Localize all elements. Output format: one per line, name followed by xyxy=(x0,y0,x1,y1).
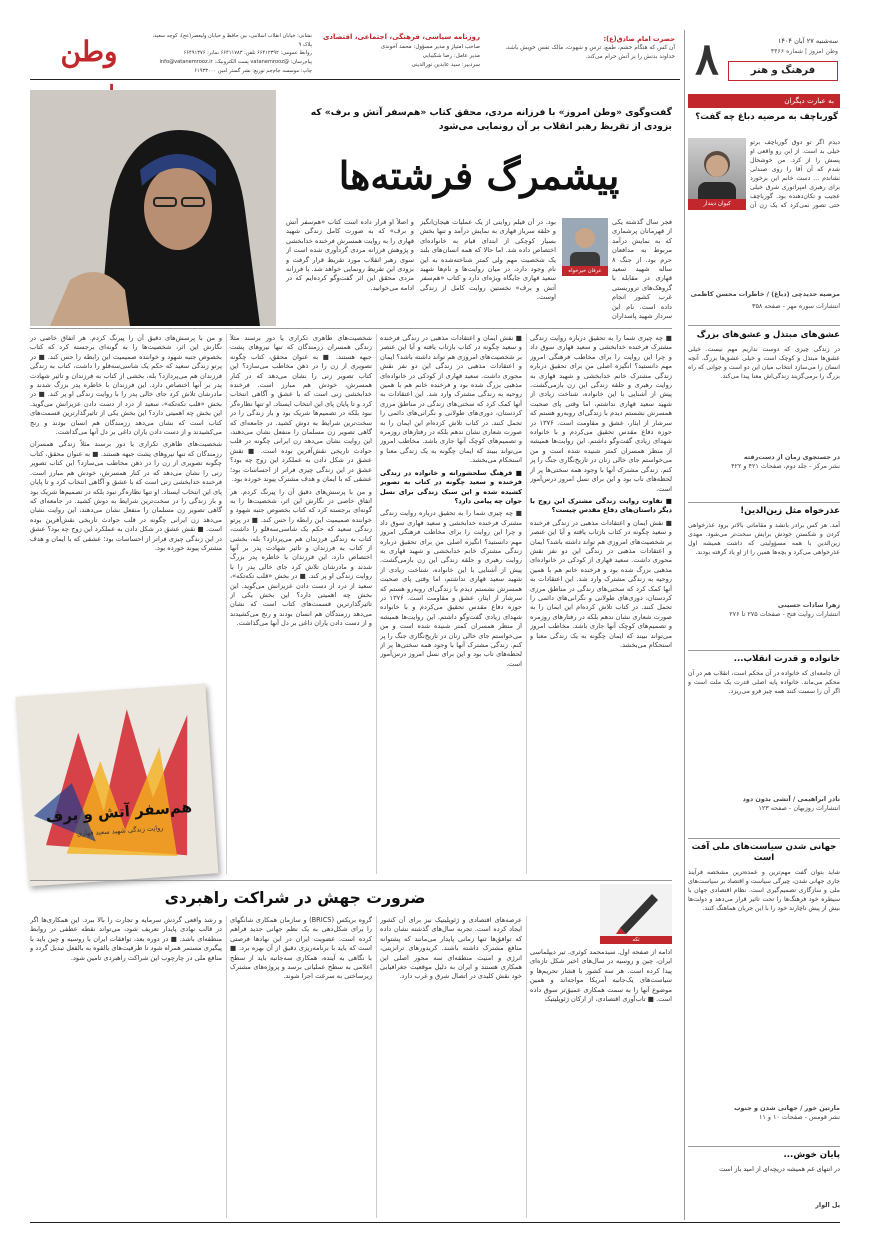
feature-body-c-cont: و من با پرسش‌های دقیق آن را پیرنگ کردم. هر اتفاق خاصی در نگارش این اثر، شخصیت‌ها را به گونه‌ای برجسته کرد که کتاب بخصوص جنبه شهود و خواننده صمیمیت این رابطه را حس کند. ■ در پرتو زندگی سعید که حکم یک شاسی‌سه‌قلو را داشت، کتاب به زندگی فرزندان هم می‌پردازد؟ بله، بخشی از کتاب به فرزندان و تاثیر شهادت پدر بر آنها اختصاص دارد. این فرزندان با خاطره پدر بزرگ شدند و مادرشان تلاش کرد جای خالی پدر را با روایت زندگی او پر کند. ■ در بخش «قلب تکه‌تکه»، سعید از درد از دست دادن عزیزانش می‌گوید. این بخش چه اهمیتی دارد؟ این بخش یکی از تاثیرگذارترین قسمت‌های کتاب است که نشان می‌دهد رزمندگان هم انسان بودند و رنج می‌کشیدند و از دست دادن یاران داغی بر دل آنها می‌گذاشت. xyxy=(230,487,372,628)
feature-intro-2: بود. در آن فیلم روایتی از یک عملیات هیجان‌انگیز و حلقه سرباز قهاری به نمایش درآمد و تنها بخش بسیار کوچکی از ابتدای قیام به خانواده‌ای اختصاص داده شد. اما حالا که همه انسان‌های بلند یک شخصیت مهم ولی کمتر شناخته‌شده به این نام وجود دارد، در میان روایت‌ها و نام‌ها شهید سعید قهاری جایگاه ویژه‌ای دارد و کتاب «هم‌سفر آتش و برف» نخستین روایت کامل از زندگی اوست. xyxy=(420,218,556,302)
staff-2: مدیر عامل: رضا شکیبایی xyxy=(422,53,480,59)
col-rule-6 xyxy=(226,916,227,1218)
col-rule-2 xyxy=(376,334,377,874)
feature-question-b: ■ تفاوت روایت زندگی مشترک این زوج با دیگر داستان‌های دفاع مقدس چیست؟ xyxy=(530,496,672,515)
sidebar-body-1: دیدم اگر تو دوق گورباچف برتو خیلی بد است. از این رو واقعی او پسش را از کرد. من خوشحال شدم که آن آقا را روی صندلی نشاندم ... دست خانم این برخورد برای رهبری امپراتوری شرق خیلی عجیب و تکان‌دهنده بود. گورباچف حتی تصور نمی‌کرد که یک زن آن xyxy=(750,139,840,209)
sidebar-title-5: جهانی شدن سیاست‌های ملی آفت است xyxy=(691,842,837,863)
sidebar-title-6: پایان خوش... xyxy=(783,1150,840,1160)
feature-intro-1: فجر سال گذشته یکی از قهرمانان پرشماری که به نمایش درآمد مربوط به مدافعان حرم بود. از جنگ ۸ ساله شهید سعید قهاری در مقابله با گروهک‌های تروریستی غرب کشور انجام داده است. نام این سردار شهید پاسداران xyxy=(612,218,672,321)
opinion-label-bar xyxy=(688,94,840,108)
feature-body-d-cont: شخصیت‌های ظاهری تکراری یا دور برسند مثلاً زندگی همسران رزمندگان که تنها نیروهای پشت جبهه هستند. ■ به عنوان محقق، کتاب چگونه تصویری از زن را در ذهن مخاطب می‌سازد؟ این کتاب تصویر زنی را نشان می‌دهد که در کنار همسرش، خودش هم مبارز است. فرخنده خدابخشی زنی است که با عشق و آگاهی انتخاب کرد و تا پایان پای این انتخاب ایستاد. او تنها نظاره‌گر نبود بلکه در تصمیم‌ها شریک بود و بار زندگی را در سخت‌ترین شرایط به دوش کشید. در جامعه‌ای که گاهی تصویر زن مسلمان را منفعل نشان می‌دهند، این روایت نشان می‌دهد زن ایرانی چگونه در قلب حوادث تاریخی نقش‌آفرین بوده است. ■ نقش عشق در شکل دادن به عملکرد این زوج چه بود؟ عشق در این زندگی چیزی فراتر از احساسات بود؛ عشقی که با ایمان و هدف مشترک پیوند خورده بود. xyxy=(30,440,222,552)
sidebar-item-6 xyxy=(688,1150,840,1220)
sidebar-item-2 xyxy=(688,330,840,500)
book-cover xyxy=(16,684,219,887)
sidebar-ref-4: انتشارات روزبهان - صفحه ۱۲۳ xyxy=(758,804,840,812)
second-article-top-rule xyxy=(30,880,672,881)
masthead-staff-block xyxy=(320,32,480,76)
sidebar-divider-2 xyxy=(688,502,840,503)
column-tag xyxy=(600,936,672,944)
feature-body-a-cont: ■ نقش ایمان و اعتقادات مذهبی در زندگی فرخنده و سعید چگونه در کتاب بازتاب یافته و آیا این عنصر بر شخصیت‌های امروزی هم تواند داشته باشد؟ ایمان و اعتقادات مذهبی در زندگی این دو نفر نقش محوری داشت. سعید قهاری از کودکی در خانواده‌ای مذهبی بزرگ شده بود و فرخنده خانم هم با همین روحیه به زندگی مشترک وارد شد. این اعتقادات به آنها کمک کرد که سختی‌های زندگی در مناطق مرزی کردستان، دوری‌های طولانی و نگرانی‌های دائمی را تحمل کنند. در کتاب تلاش کرده‌ام این ایمان را به صورت شعاری نشان ندهم بلکه در رفتارهای روزمره و تصمیم‌های کوچک آنها جاری باشد. مخاطب امروز می‌تواند ببیند که ایمان چگونه به یک زندگی معنا و استحکام می‌بخشد. xyxy=(530,518,672,649)
reporter-photo xyxy=(562,218,608,276)
reporter-name: عرفان خیرخواه xyxy=(568,268,602,274)
columnist-portrait xyxy=(688,138,746,210)
sidebar-body-5: شاید بتوان گفت مهم‌ترین و عمده‌ترین مشخصه فرآیند جاری جهانی شدن، چیرگی سیاست و اقتصاد بر سیاست‌های ملی و سازگاری تصمیم‌گیری است. نظام اقتصادی جهان با سیطره خود فرهنگ‌ها را تحت تاثیر قرار می‌دهد و دولت‌ها بیش از پیش ناچارند خود را با این جریان هماهنگ کنند. xyxy=(688,869,840,912)
sidebar-divider-4 xyxy=(688,838,840,839)
logo-main: وطن xyxy=(60,35,118,68)
sidebar-source-2: در جستجوی زمان از دست‌رفته xyxy=(743,453,840,461)
sidebar-body-4: آن جامعه‌ای که خانواده در آن محکم است، انقلاب هم در آن محکم می‌ماند. خانواده پایه اصلی قدرت یک ملت است و اگر آن را سست کنند همه چیز فرو می‌ریزد. xyxy=(688,670,840,695)
sidebar-title-4: خانواده و قدرت انقلاب... xyxy=(733,654,840,664)
feature-intro-3: و اصلاً او قرار داده است کتاب «هم‌سفر آتش و برف» که به صورت کامل زندگی شهید قهاری را به روایت همسرش فرخنده خدابخشی و پژوهش فرزانه مردی گردآوری شده است از سوی رهبر انقلاب مورد تقریظ قرار گرفت و بزودی این تقریظ رونمایی خواهد شد. با فرزانه مردی محقق این اثر گفت‌وگو کرده‌ایم که در ادامه می‌خوانید. xyxy=(286,218,414,292)
sidebar-title-1: گورباچف به مرضیه دباغ چه گفت؟ xyxy=(695,112,838,122)
folio-date: سه‌شنبه ۲۷ آبان ۱۴۰۴ xyxy=(777,37,838,45)
section-label-text: فرهنگ و هنر xyxy=(750,65,816,76)
feature-body-a-text: ■ چه چیزی شما را به تحقیق درباره روایت زندگی مشترک فرخنده خدابخشی و سعید قهاری سوق داد و چرا این روایت را برای مخاطب فرهنگی امروز مهم دانستید؟ انگیزه اصلی من برای تحقیق درباره زندگی مشترک خانم خدابخشی و شهید قهاری به روایت رهبری و حلقه زندگی این زن بازمی‌گشت. پیش از آشنایی با این خانواده، شناخت زیادی از شهید سعید قهاری نداشتم، اما وقتی پای صحبت همسرش نشستم دیدم با زندگی‌ای روبه‌رو هستم که سرشار از ایثار، عشق و مقاومت است. ۱۳۷۶ در حوزه دفاع مقدس تحقیق می‌کردم و با خانواده شهدای زیادی گفت‌وگو داشتم. این روایت‌ها همیشه از منظر همسران کمتر شنیده شده است و من می‌خواستم جای خالی زنان در تاریخ‌نگاری جنگ را پر کنم. زندگی مشترک آنها با وجود همه سختی‌ها پر از لحظه‌های ناب بود و این برای نسل امروز درس‌آموز است. xyxy=(530,334,672,493)
sidebar-body-6: در انتهای غم همیشه دریچه‌ای از امید باز است xyxy=(719,1165,840,1173)
second-article-col-c: گروه بریکس (BRICS) و سازمان همکاری شانگهای را برای شکل‌دهی به یک نظم جهانی جدید فراهم کرده است. عضویت ایران در این نهادها فرصتی است که باید با برنامه‌ریزی دقیق از آن بهره برد. ■ با نگاهی به آینده، همکاری سه‌جانبه باید از سطح اعلامی به سطح عملیاتی برسد و پروژه‌های مشترک زیرساختی به سرعت اجرا شوند. xyxy=(230,916,372,981)
masthead-address-block xyxy=(152,32,312,76)
feature-body-col-d xyxy=(30,334,222,688)
section-title: روزنامه سیاسی، فرهنگی، اجتماعی، اقتصادی xyxy=(323,33,480,41)
second-article-col-a: ادامه از صفحه اول. سیدمحمد کوثری. تیر دیپلماسی ایران، چین و روسیه در سال‌های اخیر شکل تازه‌ای پیدا کرده است. هر سه کشور با فشار تحریم‌ها و سیاست‌های یک‌جانبه آمریکا مواجه‌اند و همین موضوع آنها را به سمت همکاری عمیق‌تر سوق داده است. ■ تاب‌آوری اقتصادی، از ارکان ژئوپلیتیک xyxy=(530,948,672,1004)
sidebar-source-6: یل الوار xyxy=(815,1201,840,1209)
opinion-label: به عبارت دیگران xyxy=(784,96,834,105)
hadith-text: آن کس که هنگام خشم، طمع، ترس و شهوت، مالک نفس خویش باشد، خداوند بدنش را بر آتش حرام می‌کند. xyxy=(505,45,675,60)
feature-photo xyxy=(30,90,276,326)
sidebar-separator xyxy=(684,30,685,1220)
sidebar-ref-5: نشر قومس - صفحات ۱۰ و ۱۱ xyxy=(758,1113,840,1121)
second-article-title: ضرورت جهش در شراکت راهبردی xyxy=(164,889,426,907)
columnist-name: کیوان دیندار xyxy=(703,201,731,207)
phones: روابط عمومی: ۶۶۴۱۲۳۹۲ تلفن: ۶۶۴۱۱۷۸۳ نمابر: ۶۶۴۹۱۳۷۶ xyxy=(183,50,312,57)
sidebar-item-1 xyxy=(688,112,840,322)
columnist-tag xyxy=(688,199,746,210)
sidebar-source-4: نادر ابراهیمی / آتشی بدون دود xyxy=(742,795,840,803)
masthead xyxy=(30,30,680,80)
book-subtitle: روایت زندگی شهید سعید قهاری xyxy=(76,823,164,838)
sidebar-ref-1: انتشارات سوره مهر - صفحه ۳۵۸ xyxy=(752,302,840,310)
second-article-col-d: و رشد واقعی گردش سرمایه و تجارت را بالا ببرد. این همکاری‌ها اگر در قالب نهادی پایدار تعریف شود، می‌تواند نقطه عطفی در روابط منطقه‌ای باشد. ■ در دوره بعد، توافقات ایران با روسیه و چین باید با پیگیری مستمر همراه شود تا ظرفیت‌های بالقوه به بالفعل تبدیل گردد و منافع ملی در چارچوب این شراکت راهبردی تامین شود. xyxy=(30,916,222,962)
sidebar-item-4 xyxy=(688,654,840,834)
col-rule-5 xyxy=(376,916,377,1218)
feature-title: پیشمرگ فرشته‌ها xyxy=(338,153,620,198)
interviewee-portrait-icon xyxy=(30,90,276,326)
sidebar-title-3: عذرخواه مثل زین‌الدین! xyxy=(740,506,840,516)
sidebar-body-3: آمد. هر کس برادر بانشد و مقاماتی بالاتر برود عذرخواهی کردن و شکستن خودش برایش سخت‌تر می‌شود. مهدی زین‌الدین با همه مسؤولیتی که داشت همیشه اول عذرخواهی می‌کرد و بچه‌ها همین را از او یاد گرفته بودند. xyxy=(688,522,840,556)
sidebar-ref-2: نشر مرکز - جلد دوم، صفحات ۴۲۱ و ۴۲۲ xyxy=(731,462,840,470)
folio-issue: وطن امروز | شماره ۴۴۶۶ xyxy=(770,48,838,55)
section-label xyxy=(728,61,838,81)
sidebar-item-3 xyxy=(688,506,840,646)
sidebar-item-5 xyxy=(688,842,840,1142)
book-title: هم‌سفر آتش و برف xyxy=(45,797,193,827)
feature-body-c-text: شخصیت‌های ظاهری تکراری یا دور برسند مثلاً زندگی همسران رزمندگان که تنها نیروهای پشت جبهه هستند. ■ به عنوان محقق، کتاب چگونه تصویری از زن را در ذهن مخاطب می‌سازد؟ این کتاب تصویر زنی را نشان می‌دهد که در کنار همسرش، خودش هم مبارز است. فرخنده خدابخشی زنی است که با عشق و آگاهی انتخاب کرد و تا پایان پای این انتخاب ایستاد. او تنها نظاره‌گر نبود بلکه در تصمیم‌ها شریک بود و بار زندگی را در سخت‌ترین شرایط به دوش کشید. در جامعه‌ای که گاهی تصویر زن مسلمان را منفعل نشان می‌دهند، این روایت نشان می‌دهد زن ایرانی چگونه در قلب حوادث تاریخی نقش‌آفرین بوده است. ■ نقش عشق در شکل دادن به عملکرد این زوج چه بود؟ عشق در این زندگی چیزی فراتر از احساسات بود؛ عشقی که با ایمان و هدف مشترک پیوند خورده بود. xyxy=(230,334,372,484)
sidebar-source-3: زهرا سادات حسینی xyxy=(777,601,840,609)
col-rule-4 xyxy=(526,916,527,1218)
col-rule-1 xyxy=(526,334,527,874)
sidebar-ref-3: انتشارات روایت فتح - صفحات ۲۷۵ تا ۲۷۶ xyxy=(729,610,840,618)
feature-body-col-b xyxy=(380,334,522,874)
reporter-tag xyxy=(562,266,608,276)
staff-1: صاحب امتیاز و مدیر مسؤول: محمد آخوندی xyxy=(380,44,480,50)
feature-question-c: ■ فرهنگ سلحشورانه و خانواده در زندگی فرخنده و سعید چگونه در کتاب به تصویر کشیده شده و این سبک زندگی برای نسل جوان چه پیامی دارد؟ xyxy=(380,468,522,505)
staff-3: سردبیر: سید عابدین نورالدینی xyxy=(411,62,480,68)
pen-icon xyxy=(600,884,672,936)
hadith-block xyxy=(500,34,675,76)
column-tag-text: تکه xyxy=(632,937,640,943)
feature-divider xyxy=(30,328,672,329)
feature-body-b-text: ■ نقش ایمان و اعتقادات مذهبی در زندگی فرخنده و سعید چگونه در کتاب بازتاب یافته و آیا این عنصر بر شخصیت‌های امروزی هم تواند داشته باشد؟ ایمان و اعتقادات مذهبی در زندگی این دو نفر نقش محوری داشت. سعید قهاری از کودکی در خانواده‌ای مذهبی بزرگ شده بود و فرخنده خانم هم با همین روحیه به زندگی مشترک وارد شد. این اعتقادات به آنها کمک کرد که سختی‌های زندگی در مناطق مرزی کردستان، دوری‌های طولانی و نگرانی‌های دائمی را تحمل کنند. در کتاب تلاش کرده‌ام این ایمان را به صورت شعاری نشان ندهم بلکه در رفتارهای روزمره و تصمیم‌های کوچک آنها جاری باشد. مخاطب امروز می‌تواند ببیند که ایمان چگونه به یک زندگی معنا و استحکام می‌بخشد. xyxy=(380,334,522,465)
sidebar-title-2: عشق‌های مبتذل و عشق‌های بزرگ xyxy=(696,330,840,340)
sidebar-divider-1 xyxy=(688,325,840,326)
sidebar-source-5: مارتین خور / جهانی شدن و جنوب xyxy=(734,1104,840,1112)
emails: پیام‌رسان: @vatanemrooz پست الکترونیک: info@vatanemrooz.ir xyxy=(159,59,312,66)
book-cover-art-icon xyxy=(16,684,219,887)
sidebar-source-1: مرضیه حدیدچی (دباغ) / خاطرات محسن کاظمی xyxy=(690,290,840,298)
folio xyxy=(688,30,840,92)
sidebar-body-2: در زندگی چیزی که دوست نداریم مهم نیست. خیلی عشق‌ها مبتذل و کوچک است و خیلی عشق‌ها بزرگ. آنچه انسان را می‌سازد انتخاب میان این دو است و جوانی که راه بزرگ را برمی‌گزیند زندگی‌اش معنا پیدا می‌کند. xyxy=(688,346,840,380)
feature-body-d-text: و من با پرسش‌های دقیق آن را پیرنگ کردم. هر اتفاق خاصی در نگارش این اثر، شخصیت‌ها را به گونه‌ای برجسته کرد که کتاب بخصوص جنبه شهود و خواننده صمیمیت این رابطه را حس کند. ■ در پرتو زندگی سعید که حکم یک شاسی‌سه‌قلو را داشت، کتاب به زندگی فرزندان هم می‌پردازد؟ بله، بخشی از کتاب به فرزندان و تاثیر شهادت پدر بر آنها اختصاص دارد. این فرزندان با خاطره پدر بزرگ شدند و مادرشان تلاش کرد جای خالی پدر را با روایت زندگی او پر کند. ■ در بخش «قلب تکه‌تکه»، سعید از درد از دست دادن عزیزانش می‌گوید. این بخش چه اهمیتی دارد؟ این بخش یکی از تاثیرگذارترین قسمت‌های کتاب است که نشان می‌دهد رزمندگان هم انسان بودند و رنج می‌کشیدند و از دست دادن یاران داغی بر دل آنها می‌گذاشت. xyxy=(30,334,222,437)
feature-body-b-cont: ■ چه چیزی شما را به تحقیق درباره روایت زندگی مشترک فرخنده خدابخشی و سعید قهاری سوق داد و چرا این روایت را برای مخاطب فرهنگی امروز مهم دانستید؟ انگیزه اصلی من برای تحقیق درباره زندگی مشترک خانم خدابخشی و شهید قهاری به روایت رهبری و حلقه زندگی این زن بازمی‌گشت. پیش از آشنایی با این خانواده، شناخت زیادی از شهید سعید قهاری نداشتم، اما وقتی پای صحبت همسرش نشستم دیدم با زندگی‌ای روبه‌رو هستم که سرشار از ایثار، عشق و مقاومت است. ۱۳۷۶ در حوزه دفاع مقدس تحقیق می‌کردم و با خانواده شهدای زیادی گفت‌وگو داشتم. این روایت‌ها همیشه از منظر همسران کمتر شنیده شده است و من می‌خواستم جای خالی زنان در تاریخ‌نگاری جنگ را پر کنم. زندگی مشترک آنها با وجود همه سختی‌ها پر از لحظه‌های ناب بود و این برای نسل امروز درس‌آموز است. xyxy=(380,509,522,668)
pen-illustration xyxy=(600,884,672,944)
page-bottom-rule xyxy=(30,1222,840,1223)
print-info: چاپ: موسسه جام‌جم توزیع: نشر گستر امین ۶۱۹۳۳۰۰۰ xyxy=(194,67,312,74)
address: نشانی: خیابان انقلاب اسلامی، بین حافظ و خیابان ولیعصر(عج)، کوچه سعید، پلاک ۹ xyxy=(152,33,312,48)
feature-body-col-c xyxy=(230,334,372,874)
feature-body-col-a xyxy=(530,334,672,874)
col-rule-3 xyxy=(226,334,227,874)
hadith-head: حضرت امام صادق(ع): xyxy=(603,35,675,43)
page-number: ۸ xyxy=(695,34,719,85)
second-article-col-b: عرصه‌های اقتصادی و ژئوپلیتیک نیز برای آن کشور ایجاد کرده است. تجربه سال‌های گذشته نشان داده که توافق‌ها تنها زمانی پایدار می‌مانند که پشتوانه منافع مشترک داشته باشند. کریدورهای ترانزیتی، انرژی و امنیت منطقه‌ای سه محور اصلی این همکاری هستند و ایران به دلیل موقعیت جغرافیایی خود نقش کلیدی در اتصال شرق و غرب دارد. xyxy=(380,916,522,981)
logo xyxy=(30,32,148,72)
feature-kicker: گفت‌وگوی «وطن امروز» با فرزانه مردی، محقق کتاب «هم‌سفر آتش و برف» که بزودی از تقریظ رهبر انقلاب بر آن رونمایی می‌شود xyxy=(310,107,672,132)
sidebar-body-1b xyxy=(688,214,840,286)
sidebar-divider-3 xyxy=(688,650,840,651)
sidebar-divider-5 xyxy=(688,1146,840,1147)
